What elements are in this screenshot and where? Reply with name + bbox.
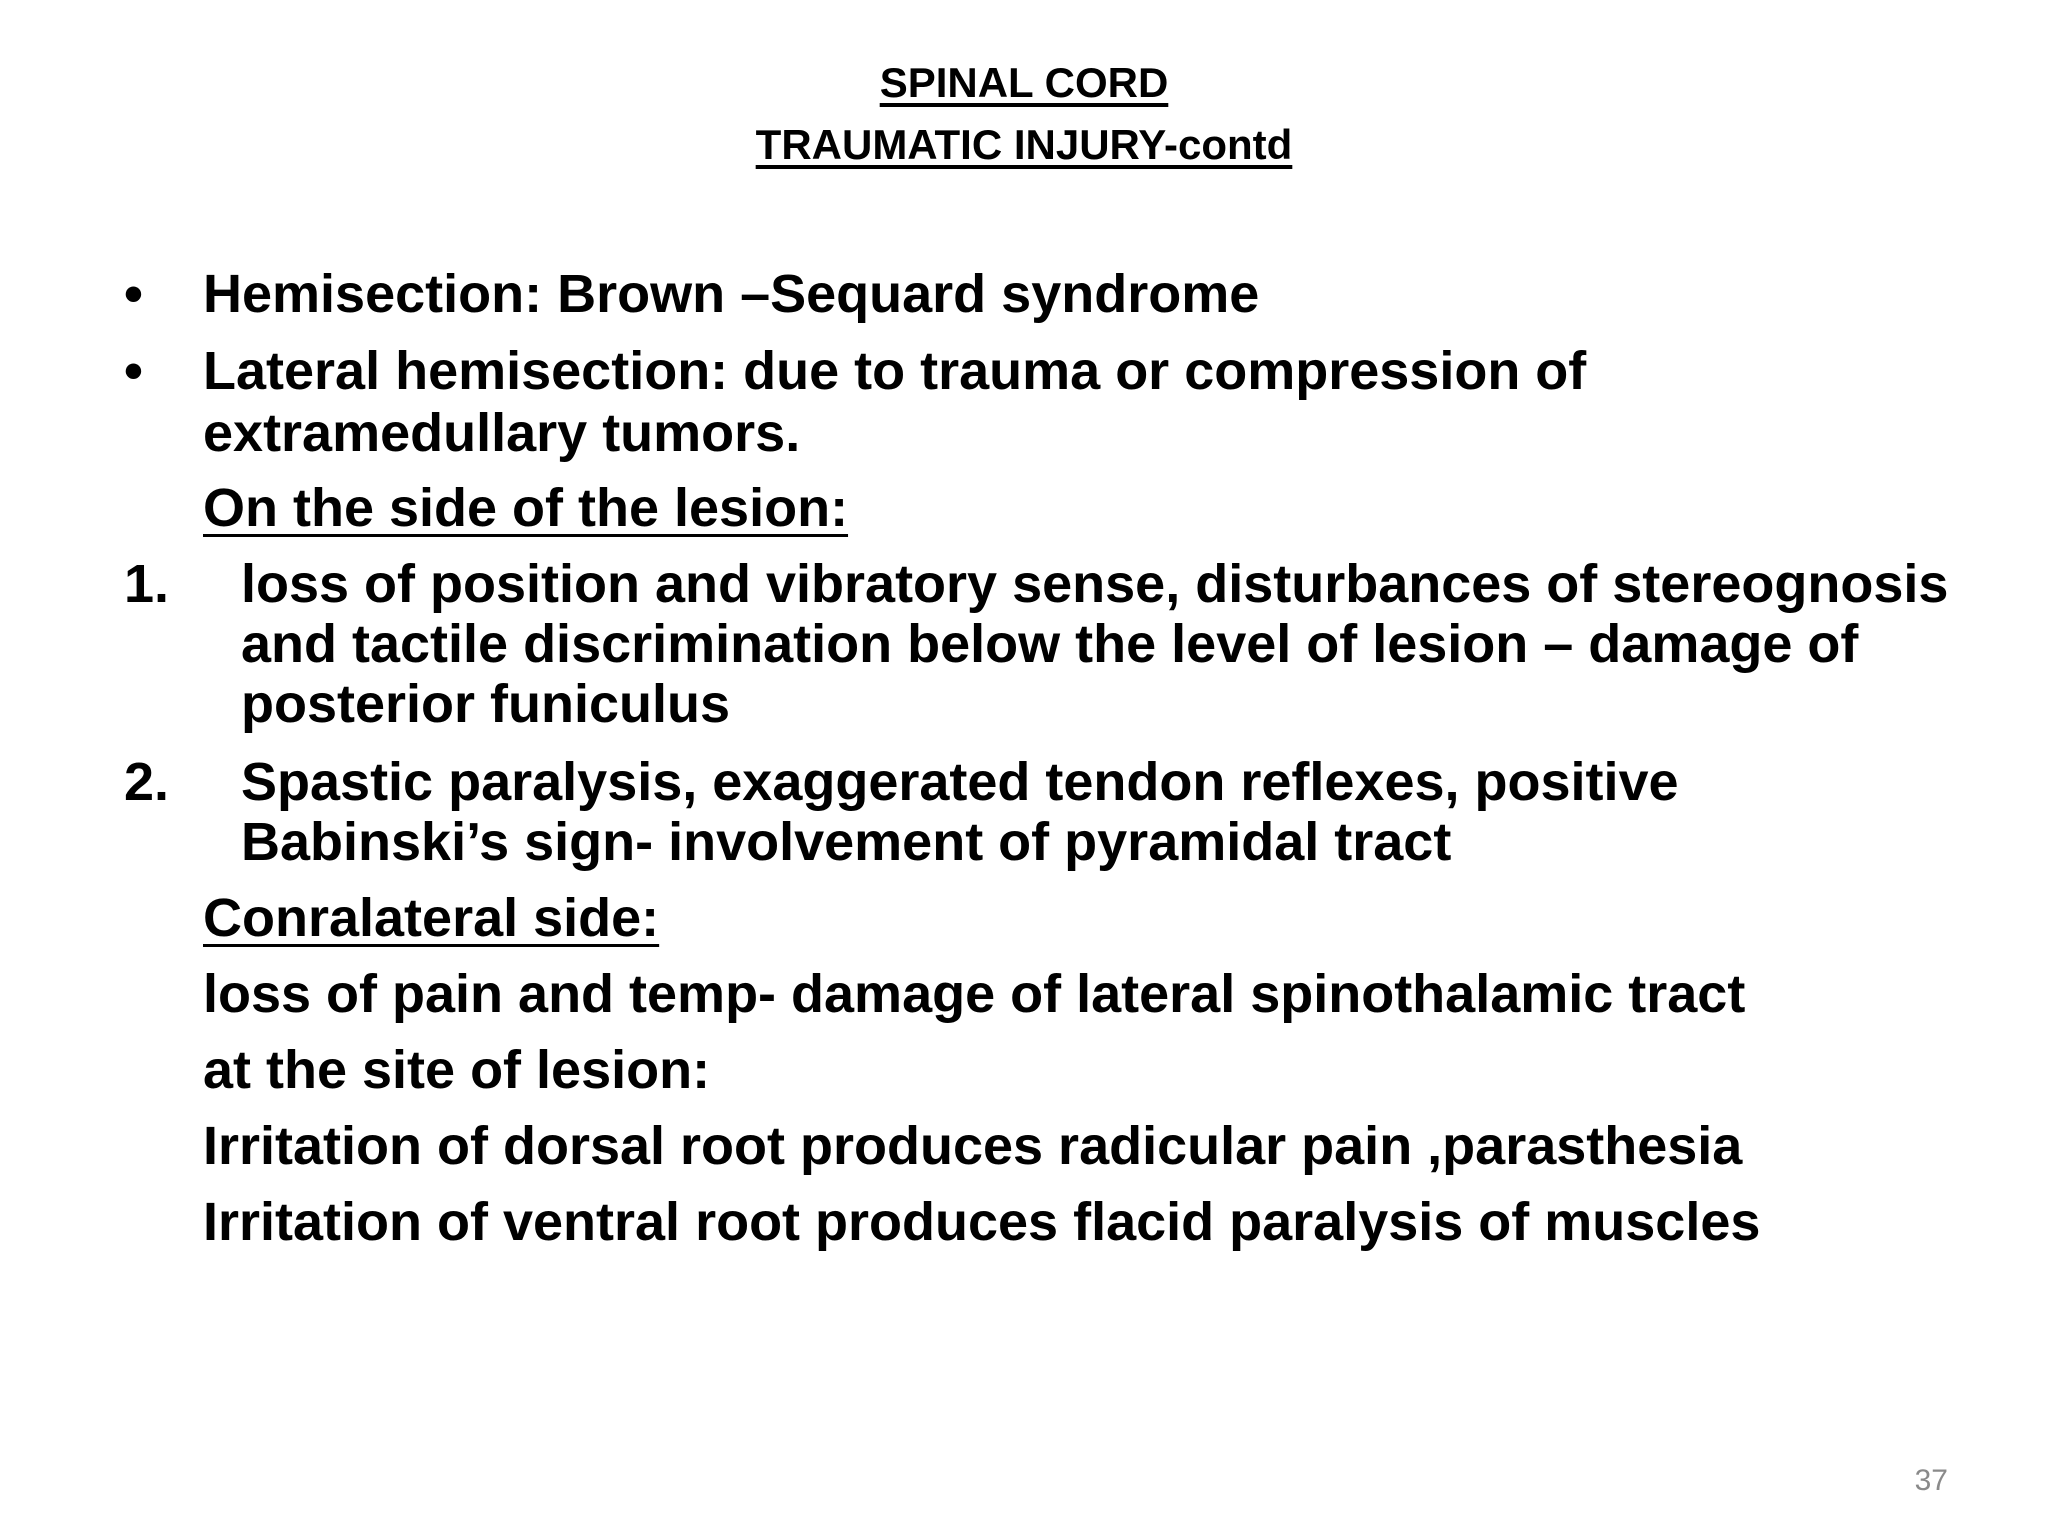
list-item-line: and tactile discrimination below the level of lesion – damage of xyxy=(241,614,1859,674)
bullet-marker: • xyxy=(124,264,143,324)
ipsilateral-heading: On the side of the lesion: xyxy=(203,478,849,538)
site-line: Irritation of dorsal root produces radicular pain ,parasthesia xyxy=(203,1116,1743,1176)
site-line: Irritation of ventral root produces flacid paralysis of muscles xyxy=(203,1192,1761,1252)
title-line-2: TRAUMATIC INJURY-contd xyxy=(755,121,1293,168)
list-item-line: Spastic paralysis, exaggerated tendon reflexes, positive xyxy=(241,752,1679,812)
title-line-1: SPINAL CORD xyxy=(879,59,1169,106)
page-number: 37 xyxy=(1914,1464,1948,1497)
bullet-text: Hemisection: Brown –Sequard syndrome xyxy=(203,264,1260,324)
list-item-line: posterior funiculus xyxy=(241,674,731,734)
list-item-line: loss of position and vibratory sense, disturbances of stereognosis xyxy=(241,554,1949,614)
list-item-line: Babinski’s sign- involvement of pyramidal tract xyxy=(241,812,1452,872)
site-heading: at the site of lesion: xyxy=(203,1040,711,1100)
contralateral-heading: Conralateral side: xyxy=(203,888,660,948)
bullet-text: Lateral hemisection: due to trauma or compression of xyxy=(203,341,1587,401)
contralateral-text: loss of pain and temp- damage of lateral spinothalamic tract xyxy=(203,964,1746,1024)
bullet-text-continuation: extramedullary tumors. xyxy=(203,403,801,463)
list-number: 1. xyxy=(124,554,170,614)
list-number: 2. xyxy=(124,752,170,812)
bullet-marker: • xyxy=(124,341,143,401)
